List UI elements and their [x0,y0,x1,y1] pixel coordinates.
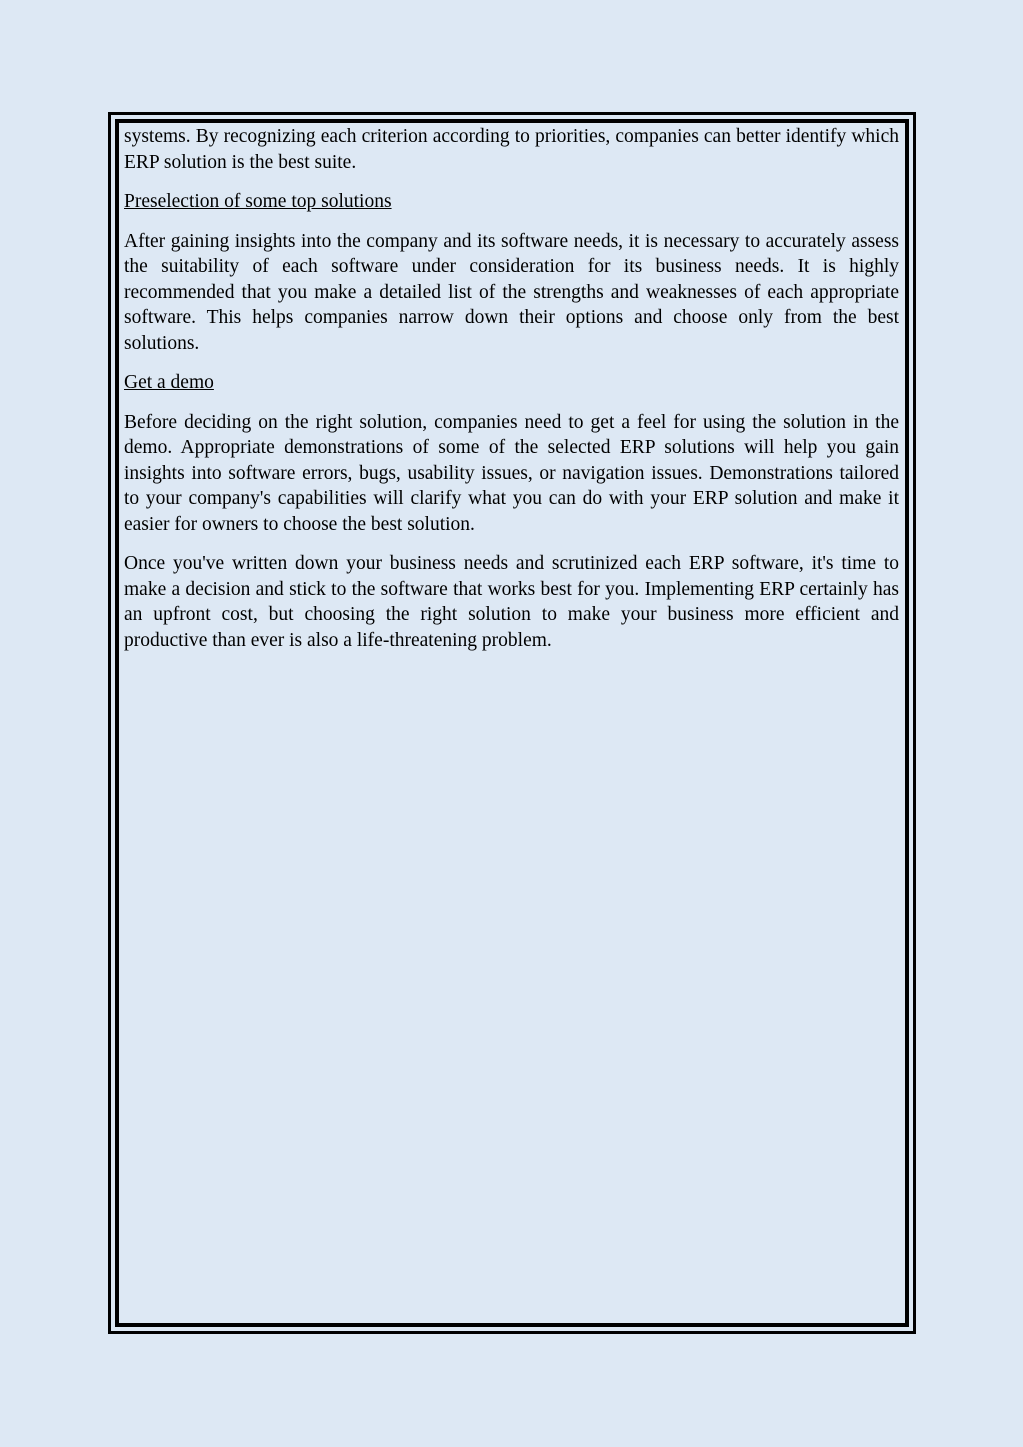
paragraph-demo: Before deciding on the right solution, companies need to get a feel for using the solution in the demo. Appropriate demonstrations of some of the selected ERP solutions will help you gain insights into software errors, bugs, usability issues, or navigation issues. Demonstrations tailored to your company's capabilities will clarify what you can do with your ERP solution and make it easier for owners to choose the best solution. [124,411,899,535]
heading-preselection: Preselection of some top solutions [124,191,392,212]
paragraph-systems-continuation: systems. By recognizing each criterion according to priorities, companies can better identify which ERP solution is the best suite. [124,126,899,173]
heading-get-a-demo: Get a demo [124,372,214,393]
paragraph-preselection: After gaining insights into the company and its software needs, it is necessary to accurately assess the suitability of each software under consideration for its business needs. It is highly recommended that you make a detailed list of the strengths and weaknesses of each appropriate software. This helps companies narrow down their options and choose only from the best solutions. [124,230,899,354]
document-body [124,124,899,667]
paragraph-conclusion: Once you've written down your business needs and scrutinized each ERP software, it's time to make a decision and stick to the software that works best for you. Implementing ERP certainly has an upfront cost, but choosing the right solution to make your business more efficient and productive than ever is also a life-threatening problem. [124,553,899,651]
